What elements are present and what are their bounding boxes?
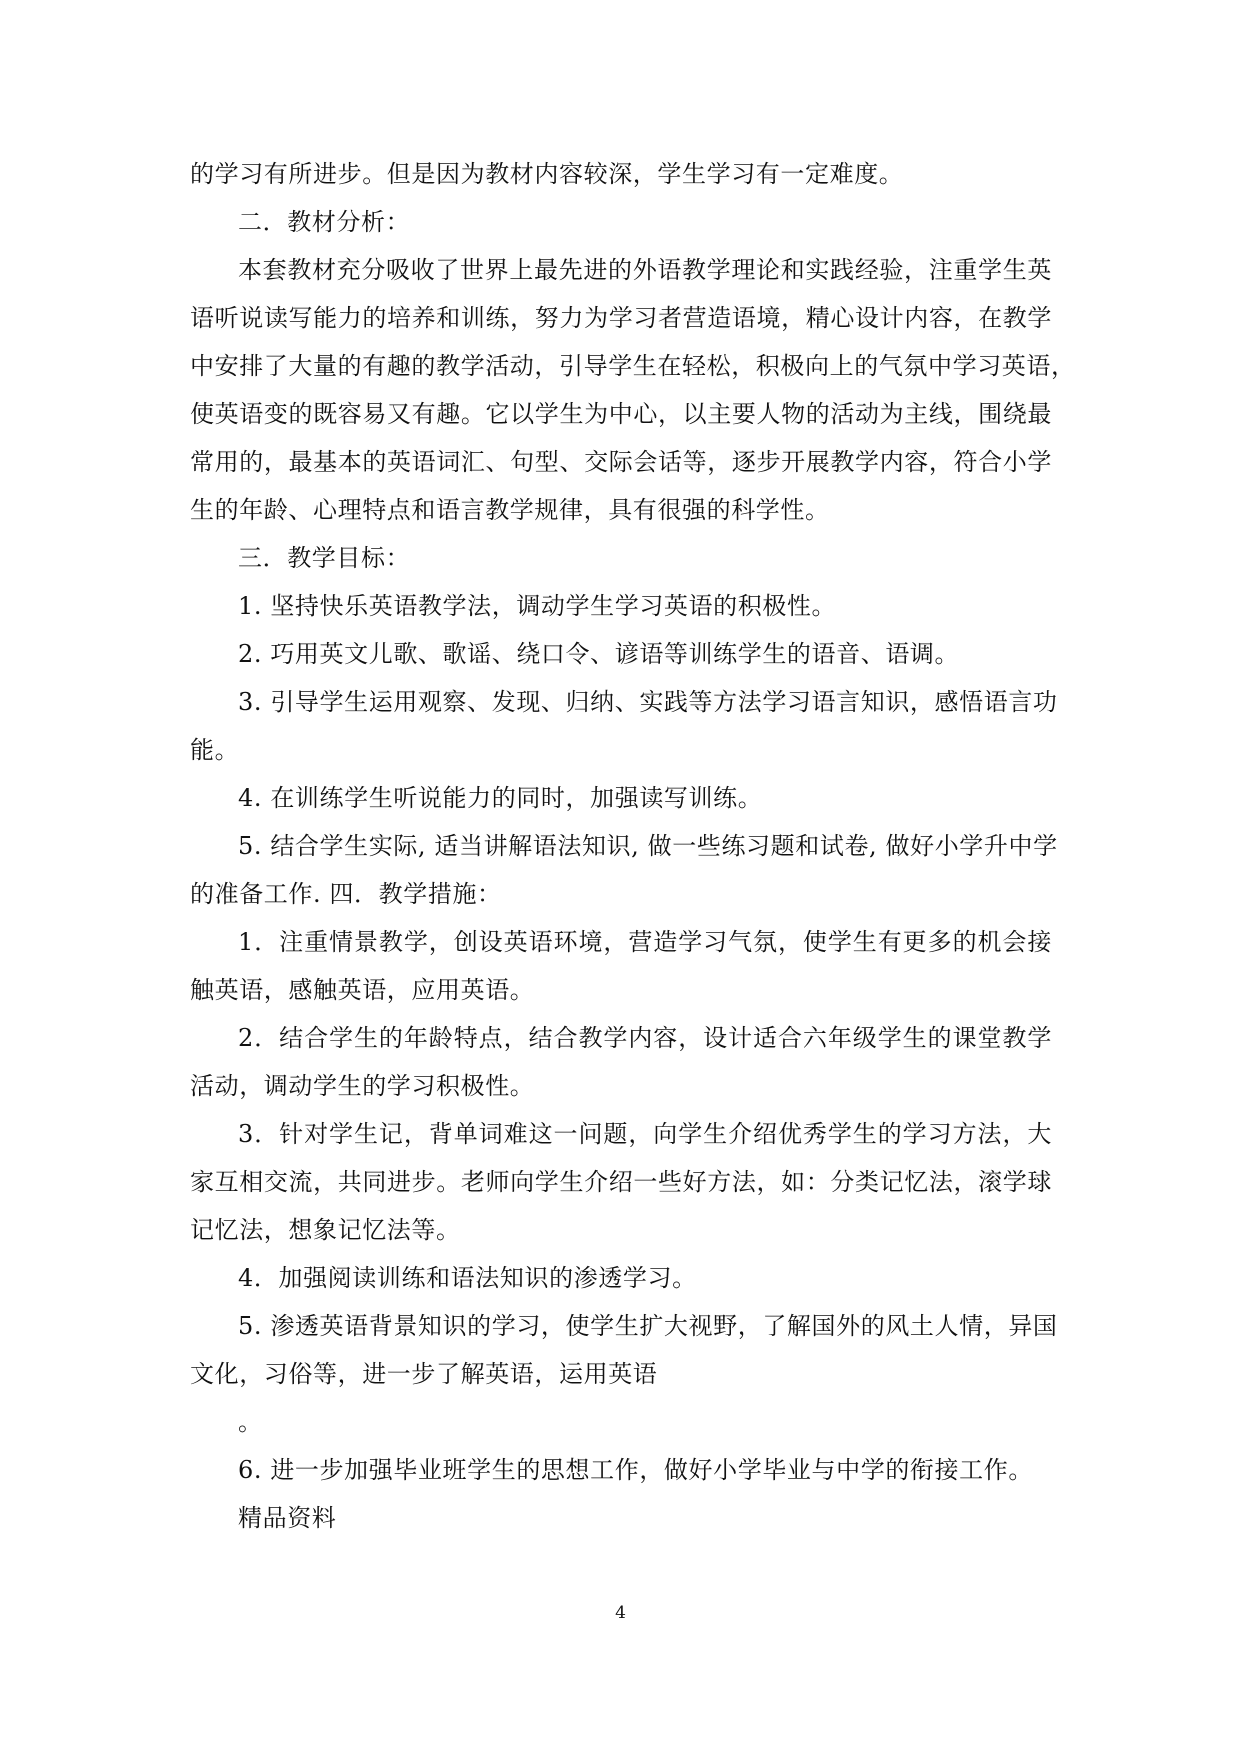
text-line: 5. 结合学生实际, 适当讲解语法知识, 做一些练习题和试卷, 做好小学升中学 bbox=[238, 832, 1058, 860]
text-line: 语听说读写能力的培养和训练，努力为学习者营造语境，精心设计内容，在教学 bbox=[190, 304, 1052, 332]
text-line: 3. 引导学生运用观察、发现、归纳、实践等方法学习语言知识，感悟语言功 bbox=[238, 688, 1058, 716]
text-line: 2．结合学生的年龄特点，结合教学内容，设计适合六年级学生的课堂教学 bbox=[238, 1024, 1052, 1052]
text-line: 中安排了大量的有趣的教学活动，引导学生在轻松，积极向上的气氛中学习英语， bbox=[190, 352, 1076, 380]
text-line: 家互相交流，共同进步。老师向学生介绍一些好方法，如：分类记忆法，滚学球 bbox=[190, 1168, 1052, 1196]
text-line: 生的年龄、心理特点和语言教学规律，具有很强的科学性。 bbox=[190, 496, 830, 524]
text-line: 记忆法，想象记忆法等。 bbox=[190, 1216, 461, 1244]
text-line: 精品资料 bbox=[238, 1504, 337, 1532]
text-line: 文化，习俗等，进一步了解英语，运用英语 bbox=[190, 1360, 658, 1388]
text-line: 3．针对学生记，背单词难这一问题，向学生介绍优秀学生的学习方法，大 bbox=[238, 1120, 1052, 1148]
text-line: 。 bbox=[238, 1408, 263, 1436]
text-line: 5. 渗透英语背景知识的学习，使学生扩大视野，了解国外的风土人情，异国 bbox=[238, 1312, 1058, 1340]
text-line: 三．教学目标： bbox=[238, 544, 411, 572]
text-line: 的准备工作. 四．教学措施： bbox=[190, 880, 502, 908]
text-line: 使英语变的既容易又有趣。它以学生为中心，以主要人物的活动为主线，围绕最 bbox=[190, 400, 1052, 428]
page-number: 4 bbox=[615, 1603, 626, 1623]
text-line: 活动，调动学生的学习积极性。 bbox=[190, 1072, 535, 1100]
text-line: 1. 坚持快乐英语教学法，调动学生学习英语的积极性。 bbox=[238, 592, 837, 620]
text-line: 的学习有所进步。但是因为教材内容较深，学生学习有一定难度。 bbox=[190, 160, 904, 188]
document-body bbox=[190, 150, 1076, 1542]
text-line: 4. 在训练学生听说能力的同时，加强读写训练。 bbox=[238, 784, 763, 812]
text-line: 触英语，感触英语，应用英语。 bbox=[190, 976, 535, 1004]
text-line: 二．教材分析： bbox=[238, 208, 411, 236]
text-line: 本套教材充分吸收了世界上最先进的外语教学理论和实践经验，注重学生英 bbox=[238, 256, 1052, 284]
text-line: 1．注重情景教学，创设英语环境，营造学习气氛，使学生有更多的机会接 bbox=[238, 928, 1052, 956]
text-line: 能。 bbox=[190, 736, 240, 764]
text-line: 4．加强阅读训练和语法知识的渗透学习。 bbox=[238, 1264, 697, 1292]
text-line: 常用的，最基本的英语词汇、句型、交际会话等，逐步开展教学内容，符合小学 bbox=[190, 448, 1052, 476]
text-line: 2. 巧用英文儿歌、歌谣、绕口令、谚语等训练学生的语音、语调。 bbox=[238, 640, 960, 668]
text-line: 6. 进一步加强毕业班学生的思想工作，做好小学毕业与中学的衔接工作。 bbox=[238, 1456, 1033, 1484]
